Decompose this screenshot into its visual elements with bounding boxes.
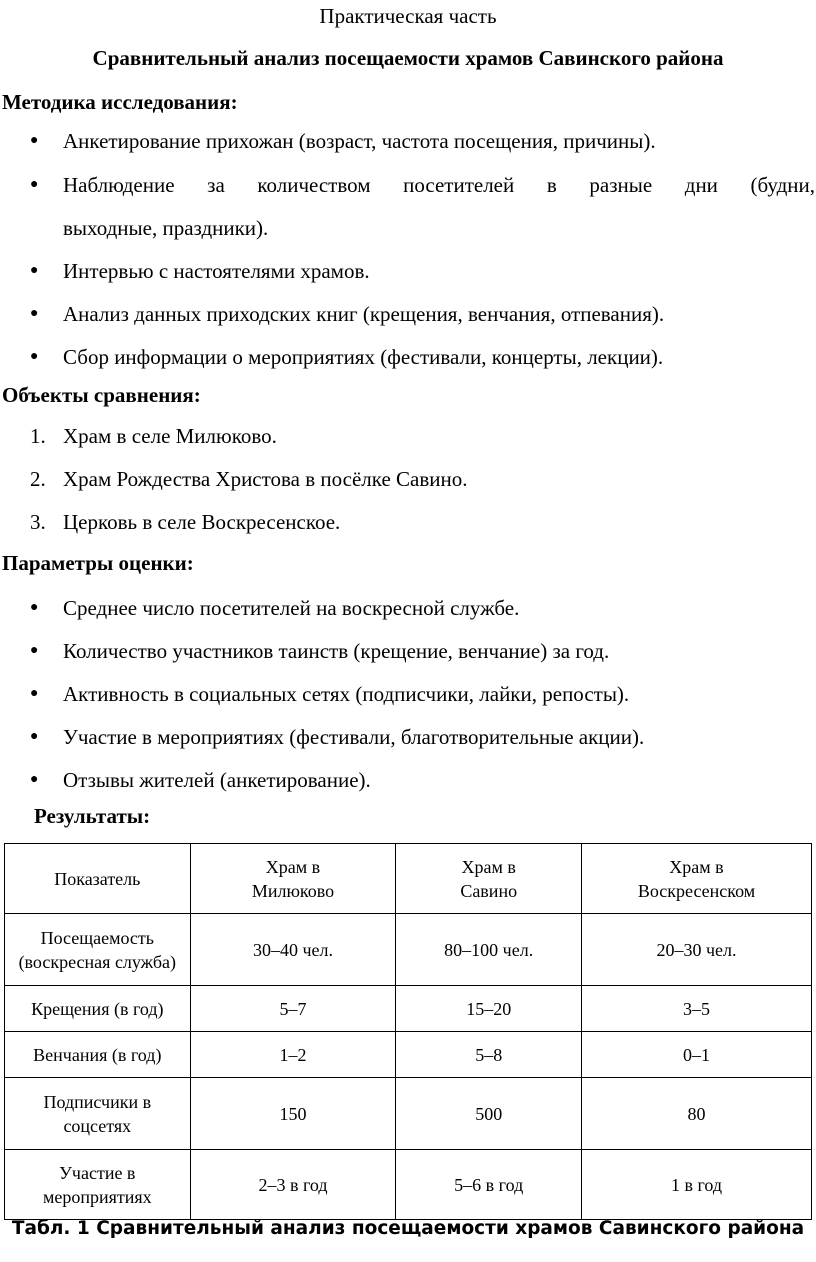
bullet-icon: ● (30, 306, 39, 321)
table-cell: 150 (190, 1078, 396, 1150)
results-heading: Результаты: (34, 804, 151, 828)
methods-item: Интервью с настоятелями храмов. (63, 259, 370, 283)
section-label: Практическая часть (319, 4, 497, 28)
column-header (190, 844, 396, 914)
object-item: Храм в селе Милюково. (63, 424, 277, 448)
table-cell: 20–30 чел. (582, 914, 812, 986)
row-label: Венчания (в год) (5, 1032, 191, 1078)
table-cell: 2–3 в год (190, 1150, 396, 1220)
bullet-icon: ● (30, 600, 39, 615)
column-header (5, 844, 191, 914)
object-number: 2. (30, 467, 46, 491)
table-cell: 0–1 (582, 1032, 812, 1078)
object-number: 3. (30, 510, 46, 534)
object-item: Церковь в селе Воскресенское. (63, 510, 341, 534)
row-label (5, 1078, 191, 1150)
object-item: Храм Рождества Христова в посёлке Савино. (63, 467, 468, 491)
methods-item: Анализ данных приходских книг (крещения, венчания, отпевания). (63, 302, 665, 326)
table-cell: 1 в год (582, 1150, 812, 1220)
table-cell: 15–20 (396, 986, 582, 1032)
bullet-icon: ● (30, 349, 39, 364)
methods-item-line1: Наблюдение за количеством посетителей в разные дни (будни, (63, 173, 815, 197)
methods-heading: Методика исследования: (2, 90, 238, 114)
column-header-line: Храм в (461, 856, 516, 877)
column-header (582, 844, 812, 914)
table-header-row (5, 844, 812, 914)
row-label-line: Участие в (59, 1162, 136, 1183)
column-header-line: Милюково (251, 880, 335, 901)
bullet-icon: ● (30, 263, 39, 278)
column-header-line: Савино (460, 880, 518, 901)
table-row (5, 1078, 812, 1150)
table-cell: 80–100 чел. (396, 914, 582, 986)
bullet-icon: ● (30, 133, 39, 148)
bullet-icon: ● (30, 177, 39, 192)
row-label: Крещения (в год) (5, 986, 191, 1032)
methods-item-line2: выходные, праздники). (63, 216, 269, 240)
objects-heading: Объекты сравнения: (2, 383, 201, 407)
table-cell: 5–7 (190, 986, 396, 1032)
row-label-line: (воскресная служба) (18, 951, 177, 972)
table-cell: 3–5 (582, 986, 812, 1032)
row-label (5, 914, 191, 986)
column-header (396, 844, 582, 914)
table-cell: 5–8 (396, 1032, 582, 1078)
column-header-line: Храм в (265, 856, 321, 877)
params-heading: Параметры оценки: (2, 551, 194, 575)
row-label (5, 1150, 191, 1220)
row-label-line: Подписчики в (43, 1091, 152, 1112)
bullet-icon: ● (30, 643, 39, 658)
table-row (5, 914, 812, 986)
column-header-label: Показатель (54, 868, 141, 889)
params-item: Среднее число посетителей на воскресной службе. (63, 596, 520, 620)
params-item: Активность в социальных сетях (подписчики, лайки, репосты). (63, 682, 630, 706)
bullet-icon: ● (30, 729, 39, 744)
table-row (5, 1032, 812, 1078)
bullet-icon: ● (30, 686, 39, 701)
table-cell: 30–40 чел. (190, 914, 396, 986)
params-item: Количество участников таинств (крещение, венчание) за год. (63, 639, 610, 663)
row-label-line: мероприятиях (42, 1186, 152, 1207)
row-label-line: Посещаемость (40, 927, 154, 948)
bullet-icon: ● (30, 772, 39, 787)
column-header-line: Воскресенском (637, 880, 756, 901)
params-item: Отзывы жителей (анкетирование). (63, 768, 371, 792)
row-label-line: соцсетях (63, 1115, 132, 1136)
table-row (5, 986, 812, 1032)
methods-item: Анкетирование прихожан (возраст, частота посещения, причины). (63, 129, 656, 153)
object-number: 1. (30, 424, 46, 448)
column-header-line: Храм в (669, 856, 724, 877)
table-cell: 5–6 в год (396, 1150, 582, 1220)
params-item: Участие в мероприятиях (фестивали, благотворительные акции). (63, 725, 645, 749)
methods-item: Сбор информации о мероприятиях (фестивали, концерты, лекции). (63, 345, 664, 369)
results-table (4, 843, 812, 1220)
table-cell: 1–2 (190, 1032, 396, 1078)
table-row (5, 1150, 812, 1220)
table-cell: 500 (396, 1078, 582, 1150)
main-title: Сравнительный анализ посещаемости храмов Савинского района (92, 46, 724, 70)
table-cell: 80 (582, 1078, 812, 1150)
table-caption: Табл. 1 Сравнительный анализ посещаемости храмов Савинского района (11, 1218, 805, 1239)
